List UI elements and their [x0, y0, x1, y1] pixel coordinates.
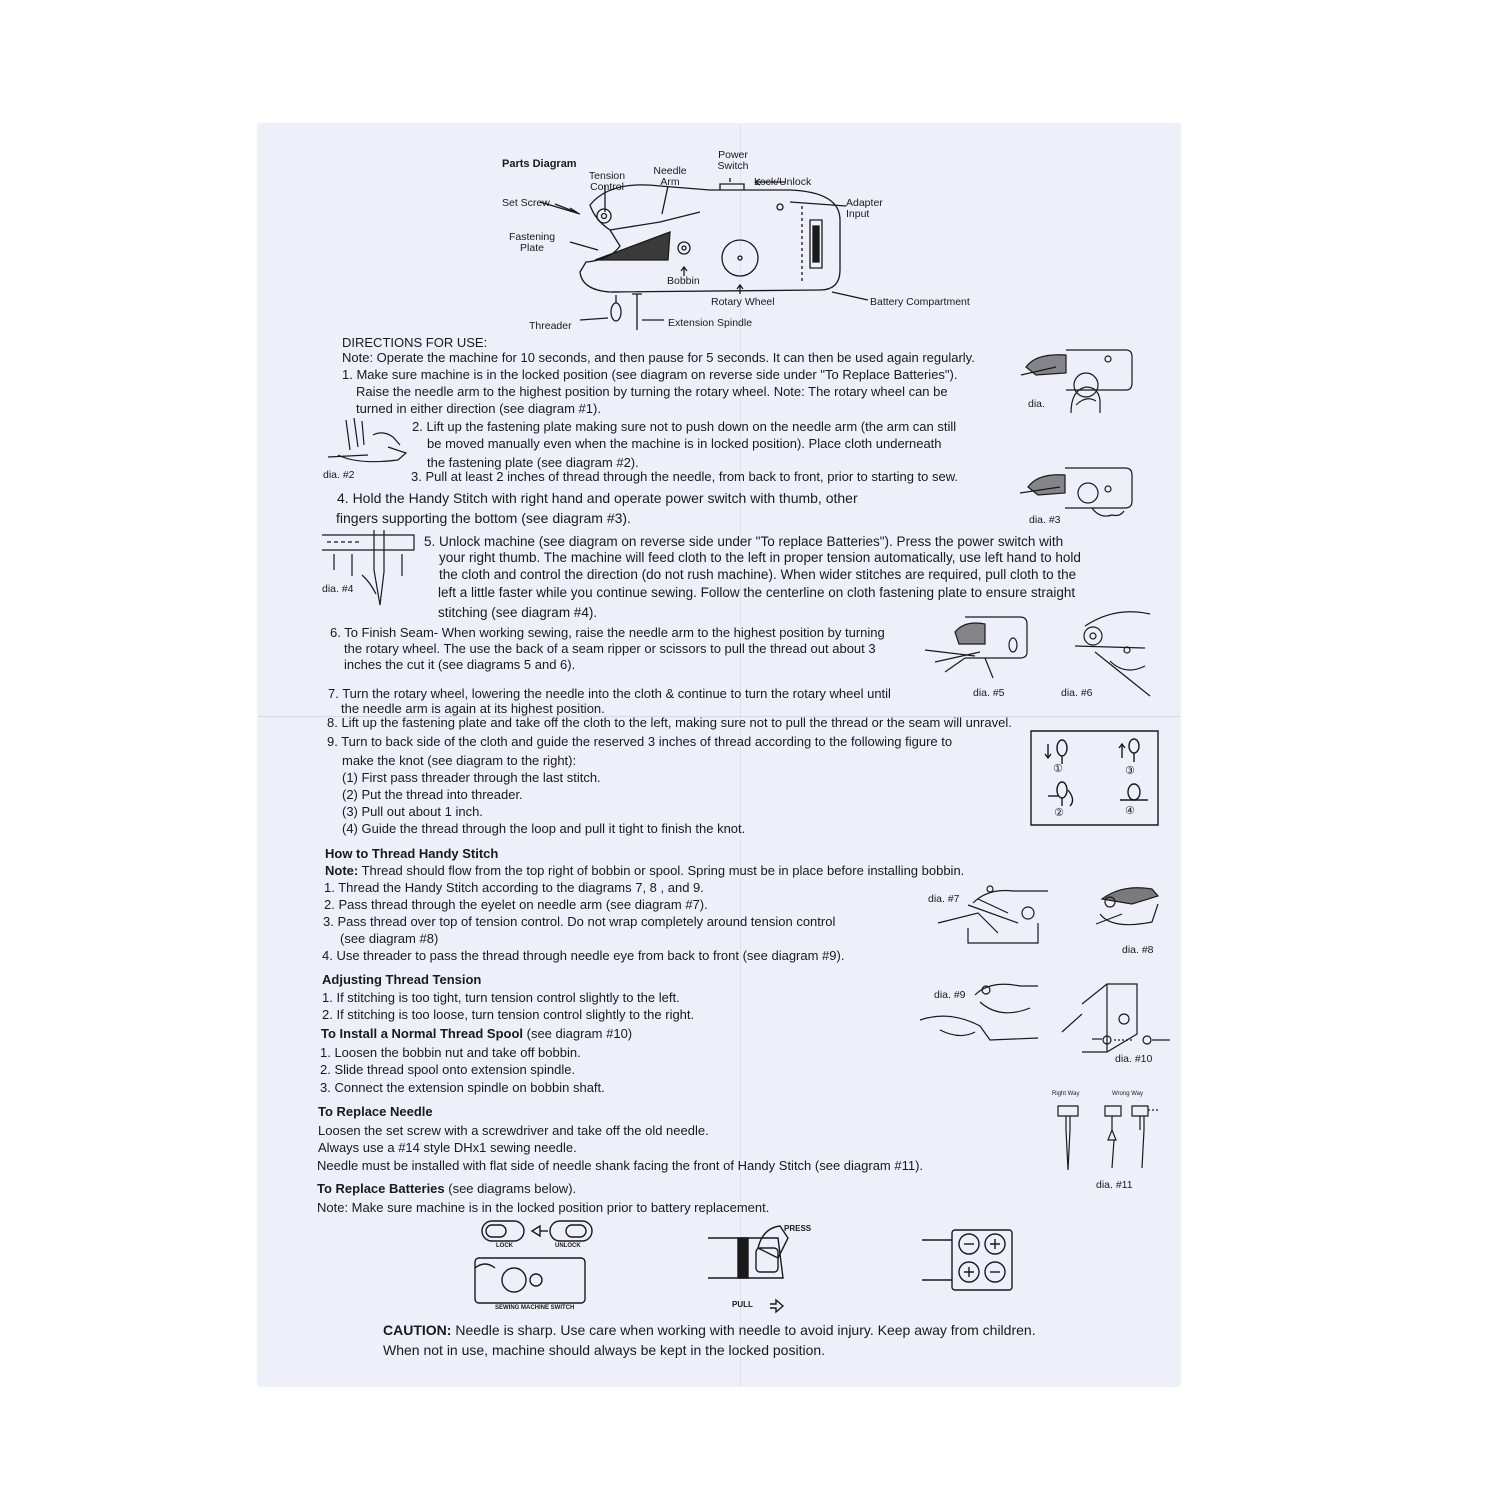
diagram-4-label: dia. #4	[322, 583, 354, 595]
needle-line-2: Always use a #14 style DHx1 sewing needle.	[318, 1140, 577, 1155]
spool-heading-line	[321, 1026, 632, 1041]
parts-diagram-title: Parts Diagram	[502, 158, 577, 170]
thread-step-3: 3. Pass thread over top of tension control. Do not wrap completely around tension control	[323, 914, 836, 929]
needle-line-3: Needle must be installed with flat side of needle shank facing the front of Handy Stitch (see diagram #11).	[317, 1158, 924, 1173]
label-needle-arm: Needle Arm	[653, 165, 687, 188]
label-set-screw: Set Screw	[502, 197, 550, 209]
directions-note: Note: Operate the machine for 10 seconds, and then pause for 5 seconds. It can then be used again regularly.	[342, 350, 975, 365]
thread-heading: How to Thread Handy Stitch	[325, 846, 499, 861]
pull-label: PULL	[732, 1300, 753, 1309]
lock-label: LOCK	[496, 1243, 513, 1249]
label-adapter-input: Adapter Input	[846, 197, 883, 220]
directions-heading: DIRECTIONS FOR USE:	[342, 335, 488, 350]
label-bobbin: Bobbin	[667, 275, 700, 287]
step-9-line-3: (1) First pass threader through the last stitch.	[342, 770, 601, 785]
step-9-line-5: (3) Pull out about 1 inch.	[342, 804, 483, 819]
diagram-7-label: dia. #7	[928, 893, 960, 905]
press-label: PRESS	[784, 1224, 812, 1233]
step-1-line-3: turned in either direction (see diagram #1).	[356, 401, 601, 416]
right-way-label: Right Way	[1052, 1091, 1080, 1097]
diagram-11-label: dia. #11	[1096, 1179, 1133, 1191]
tension-heading: Adjusting Thread Tension	[322, 972, 482, 987]
diagram-2-figure	[328, 415, 408, 470]
label-fastening-plate: Fastening Plate	[508, 231, 556, 254]
diagram-8-figure	[1092, 884, 1164, 940]
step-2-line-1: 2. Lift up the fastening plate making sure not to push down on the needle arm (the arm can still	[412, 419, 957, 434]
step-4-line-2: fingers supporting the bottom (see diagram #3).	[336, 510, 631, 526]
step-6-line-3: inches the cut it (see diagrams 5 and 6).	[344, 657, 576, 672]
tension-line-2: 2. If stitching is too loose, turn tension control slightly to the right.	[322, 1007, 695, 1022]
tension-line-1: 1. If stitching is too tight, turn tension control slightly to the left.	[322, 990, 680, 1005]
diagram-6-figure	[1055, 606, 1155, 698]
sewing-machine-switch-label: SEWING MACHINE SWITCH	[495, 1305, 575, 1311]
label-tension-control: Tension Control	[588, 170, 626, 193]
lock-switch-figure	[470, 1216, 595, 1316]
knot-step-4: ④	[1125, 805, 1135, 817]
diagram-10-label: dia. #10	[1115, 1053, 1153, 1065]
thread-step-2: 2. Pass thread through the eyelet on needle arm (see diagram #7).	[324, 897, 708, 912]
label-extension-spindle: Extension Spindle	[668, 317, 753, 329]
spool-line-1: 1. Loosen the bobbin nut and take off bobbin.	[320, 1045, 581, 1060]
step-5-line-4: left a little faster while you continue sewing. Follow the centerline on cloth fastening plate to ensure straight	[438, 585, 1076, 600]
thread-step-3-cont: (see diagram #8)	[340, 931, 439, 946]
thread-note-text: Thread should flow from the top right of bobbin or spool. Spring must be in place before installing bobbin.	[358, 863, 965, 878]
step-6-line-2: the rotary wheel. The use the back of a seam ripper or scissors to pull the thread out about 3	[344, 641, 876, 656]
spool-line-2: 2. Slide thread spool onto extension spindle.	[320, 1062, 576, 1077]
label-threader: Threader	[529, 320, 572, 332]
needle-line-1: Loosen the set screw with a screwdriver and take off the old needle.	[318, 1123, 709, 1138]
spool-line-3: 3. Connect the extension spindle on bobbin shaft.	[320, 1080, 605, 1095]
batteries-heading: To Replace Batteries	[317, 1181, 445, 1196]
step-5-line-1: 5. Unlock machine (see diagram on reverse side under "To replace Batteries"). Press the power switch with	[424, 534, 1064, 549]
knot-step-3: ③	[1125, 765, 1135, 777]
step-1-line-2: Raise the needle arm to the highest position by turning the rotary wheel. Note: The rotary wheel can be	[356, 384, 948, 399]
needle-heading: To Replace Needle	[318, 1104, 433, 1119]
diagram-2-label: dia. #2	[323, 469, 355, 481]
knot-diagram-box	[1030, 730, 1160, 826]
caution-line-2: When not in use, machine should always be kept in the locked position.	[383, 1342, 826, 1358]
diagram-3-label: dia. #3	[1029, 514, 1061, 526]
step-5-line-3: the cloth and control the direction (do not rush machine). When wider stitches are required, pull cloth to the	[439, 567, 1077, 582]
diagram-5-label: dia. #5	[973, 687, 1005, 699]
step-5-line-5: stitching (see diagram #4).	[438, 605, 598, 620]
thread-step-4: 4. Use threader to pass the thread through needle eye from back to front (see diagram #9).	[322, 948, 845, 963]
caution-line-1	[383, 1321, 1036, 1339]
label-lock-unlock: Lock/Unlock	[754, 176, 812, 188]
wrong-way-label: Wrong Way	[1112, 1091, 1144, 1097]
step-2-line-3: the fastening plate (see diagram #2).	[427, 455, 639, 470]
batteries-note: Note: Make sure machine is in the locked position prior to battery replacement.	[317, 1200, 770, 1215]
step-4-line-1: 4. Hold the Handy Stitch with right hand and operate power switch with thumb, other	[337, 490, 858, 506]
label-battery-compartment: Battery Compartment	[870, 296, 970, 308]
step-2-line-2: be moved manually even when the machine is in locked position). Place cloth underneath	[427, 436, 942, 451]
step-7-line-1: 7. Turn the rotary wheel, lowering the needle into the cloth & continue to turn the rotary wheel until	[328, 686, 891, 701]
step-1-line-1: 1. Make sure machine is in the locked position (see diagram on reverse side under "To Replace Batteries").	[342, 367, 958, 382]
step-5-line-2: your right thumb. The machine will feed cloth to the left in proper tension automatically, use left hand to hold	[439, 550, 1081, 565]
step-9-line-6: (4) Guide the thread through the loop and pull it tight to finish the knot.	[342, 821, 746, 836]
diagram-8-label: dia. #8	[1122, 944, 1154, 956]
thread-note	[325, 863, 964, 878]
step-6-line-1: 6. To Finish Seam- When working sewing, raise the needle arm to the highest position by turning	[330, 625, 885, 640]
diagram-11-figure	[1050, 1100, 1170, 1172]
batteries-heading-line	[317, 1181, 576, 1196]
diagram-6-label: dia. #6	[1061, 687, 1093, 699]
thread-step-1: 1. Thread the Handy Stitch according to the diagrams 7, 8 , and 9.	[324, 880, 704, 895]
diagram-9-label: dia. #9	[934, 989, 966, 1001]
label-power-switch: Power Switch	[717, 149, 749, 172]
label-rotary-wheel: Rotary Wheel	[711, 296, 775, 308]
unlock-label: UNLOCK	[555, 1243, 581, 1249]
knot-step-2: ②	[1054, 807, 1064, 819]
battery-compartment-figure	[922, 1228, 1017, 1293]
diagram-1-label: dia.	[1028, 398, 1045, 410]
thread-note-label: Note:	[325, 863, 359, 878]
spool-heading: To Install a Normal Thread Spool	[321, 1026, 524, 1041]
step-9-line-1: 9. Turn to back side of the cloth and guide the reserved 3 inches of thread according to the following figure to	[327, 734, 953, 749]
caution-label: CAUTION:	[383, 1322, 452, 1338]
diagram-10-figure	[1062, 984, 1177, 1054]
step-3-line: 3. Pull at least 2 inches of thread through the needle, from back to front, prior to starting to sew.	[411, 469, 959, 484]
knot-step-1: ①	[1053, 763, 1063, 775]
step-9-line-4: (2) Put the thread into threader.	[342, 787, 523, 802]
step-9-line-2: make the knot (see diagram to the right):	[342, 753, 577, 768]
step-7-line-2: the needle arm is again at its highest position.	[341, 701, 605, 716]
caution-text: Needle is sharp. Use care when working with needle to avoid injury. Keep away from children.	[451, 1322, 1036, 1338]
diagram-5-figure	[925, 612, 1035, 684]
parts-diagram-machine	[550, 150, 970, 340]
step-8-line: 8. Lift up the fastening plate and take off the cloth to the left, making sure not to pull the thread or the seam will unravel.	[327, 715, 1012, 730]
spool-heading-suffix: (see diagram #10)	[523, 1026, 633, 1041]
batteries-heading-suffix: (see diagrams below).	[444, 1181, 577, 1196]
